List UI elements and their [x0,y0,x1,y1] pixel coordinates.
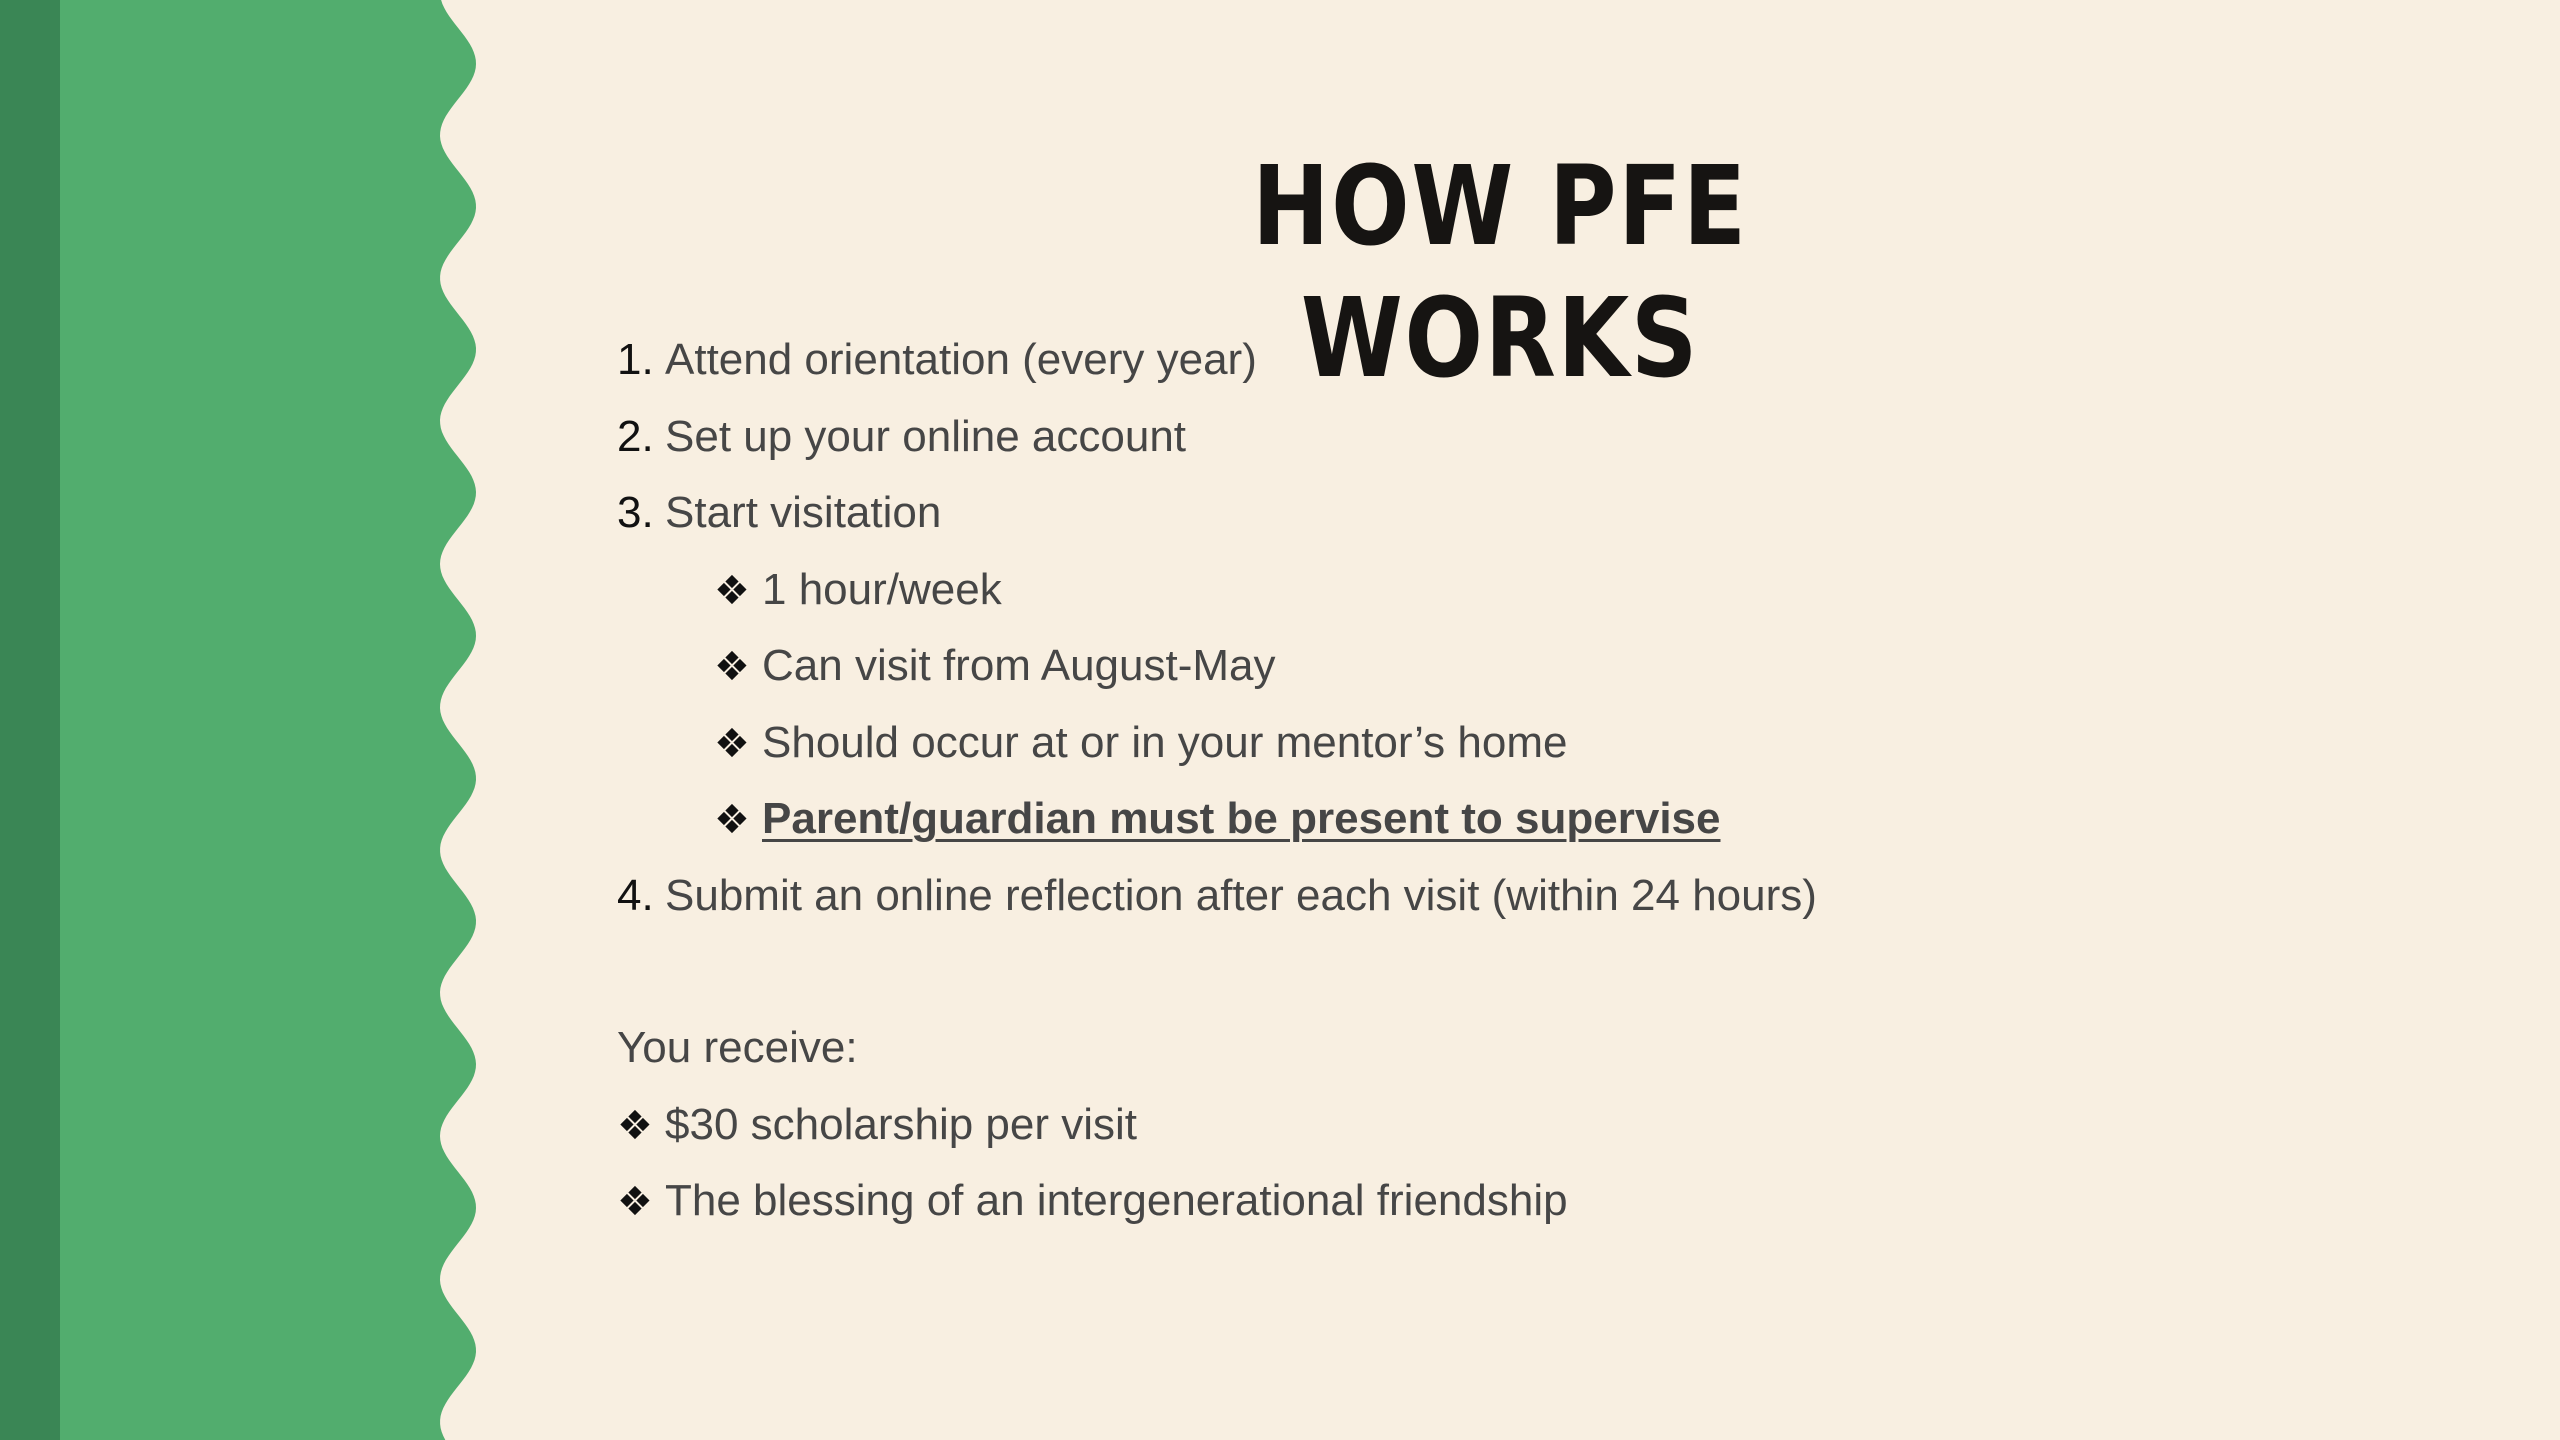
step-item [617,864,2417,941]
step-item [617,481,2417,558]
step-number: 1. [617,335,654,384]
visitation-detail-item [617,711,2417,788]
detail-text: Can visit from August-May [762,641,1276,690]
slide-title: HOW PFE WORKS [1252,142,1748,402]
four-diamond-bullet-icon: ❖ [714,644,750,690]
four-diamond-bullet-icon: ❖ [714,797,750,843]
step-text: Set up your online account [665,411,1187,461]
benefit-item [617,1093,2417,1170]
visitation-detail-item [617,787,2417,864]
wavy-green-side-panel [60,0,480,1440]
visitation-detail-item [617,634,2417,711]
step-text: Attend orientation (every year) [665,335,1257,384]
dark-green-edge-strip [0,0,60,1440]
step-item [617,405,2417,482]
spacer [617,940,2417,1016]
step-number: 4. [617,870,654,920]
benefit-text: $30 scholarship per visit [665,1099,1138,1149]
four-diamond-bullet-icon: ❖ [617,1179,653,1225]
four-diamond-bullet-icon: ❖ [714,720,750,767]
step-text: Start visitation [665,488,942,537]
step-item [617,328,2417,405]
step-text: Submit an online reflection after each visit (within 24 hours) [665,870,1817,920]
visitation-detail-item [617,558,2417,635]
four-diamond-bullet-icon: ❖ [714,567,750,614]
step-number: 3. [617,488,654,537]
four-diamond-bullet-icon: ❖ [617,1102,653,1149]
benefit-item [617,1169,2417,1246]
detail-text: Should occur at or in your mentor’s home [762,717,1568,767]
benefit-text: The blessing of an intergenerational friendship [665,1176,1568,1225]
detail-text: 1 hour/week [762,564,1002,614]
receive-heading: You receive: [617,1023,858,1072]
emphasized-detail-text: Parent/guardian must be present to supervise [762,794,1721,843]
slide-body [617,328,2417,1246]
step-number: 2. [617,411,654,461]
